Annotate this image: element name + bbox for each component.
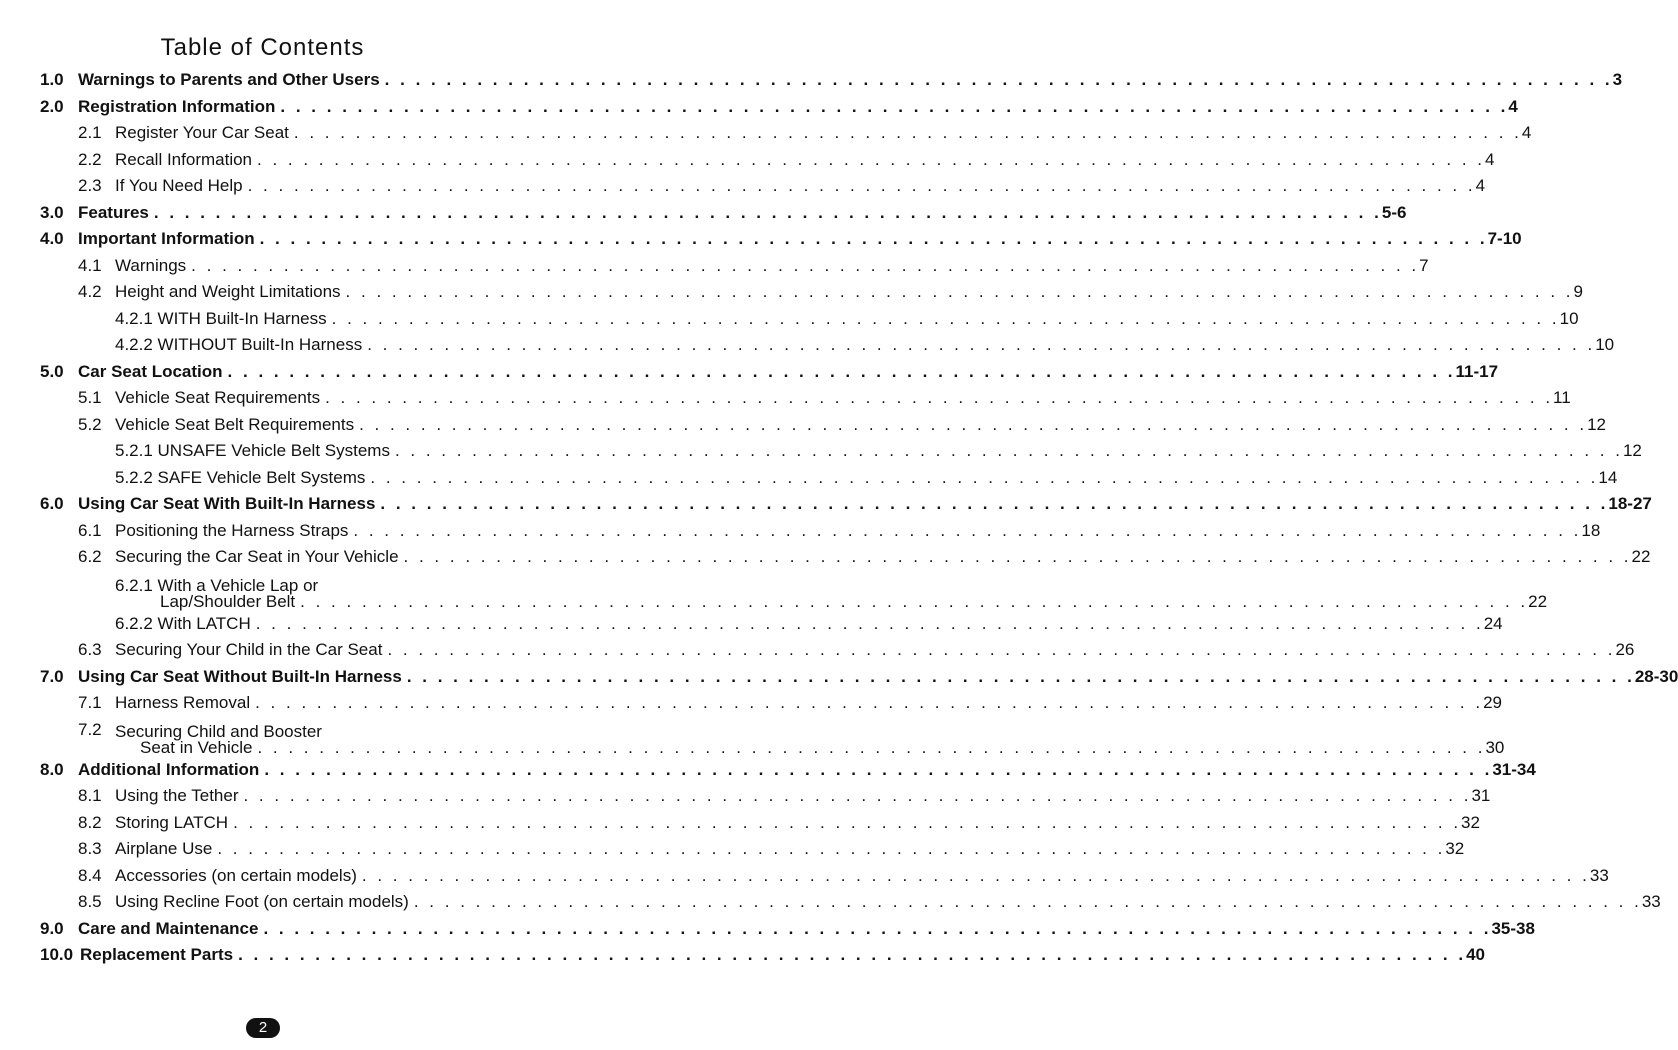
dot-leader: . . . . . . . . . . . . . . . . . . . . . . . . . . . . . . . . . . . . . . . . . . . . . . . . . . . . . . . . . . . . . . . . . . . . . . . . . . . . . . . . (361, 865, 1590, 885)
toc-entry-label: Replacement Parts (80, 945, 234, 964)
toc-entry-label: Harness Removal (115, 693, 251, 712)
toc-entry-label: Securing the Car Seat in Your Vehicle (115, 547, 399, 566)
dot-leader: . . . . . . . . . . . . . . . . . . . . . . . . . . . . . . . . . . . . . . . . . . . . . . . . . . . . . . . . . . . . . . . . . . . . . . . . . . . . . . . . (367, 335, 1596, 354)
toc-entry (0, 253, 1429, 279)
toc-entry (0, 942, 1485, 968)
dot-leader: . . . . . . . . . . . . . . . . . . . . . . . . . . . . . . . . . . . . . . . . . . . . . . . . . . . . . . . . . . . . . . . . . . . . . . . . . . . . . . . . (370, 467, 1599, 487)
toc-entry-label: Registration Information (78, 96, 276, 116)
toc-entry-label: Warnings to Parents and Other Users (78, 70, 380, 89)
toc-entry-label: Accessories (on certain models) (115, 865, 357, 885)
toc-entry-number: 2.1 (78, 123, 102, 142)
toc-entry-page: 4 (1521, 123, 1532, 142)
toc-entry-label: 5.2.1 UNSAFE Vehicle Belt Systems (115, 441, 390, 460)
toc-entry-page: 7 (1419, 255, 1429, 275)
toc-entry-page: 4 (1508, 96, 1518, 116)
toc-entry-number: 5.2 (78, 414, 102, 434)
toc-entry (0, 810, 1480, 836)
toc-entry-label: Positioning the Harness Straps (115, 520, 349, 540)
page-number-badge: 2 (246, 1018, 280, 1038)
toc-entry (0, 412, 1606, 438)
toc-entry (0, 226, 1522, 252)
toc-entry-page: 18-27 (1608, 494, 1652, 513)
toc-entry-page: 11-17 (1455, 361, 1499, 381)
toc-entry-number: 8.4 (78, 865, 102, 885)
dot-leader: . . . . . . . . . . . . . . . . . . . . . . . . . . . . . . . . . . . . . . . . . . . . . . . . . . . . . . . . . . . . . . . . . . . . . . . . . . . . . . . . (233, 812, 1462, 832)
dot-leader: . . . . . . . . . . . . . . . . . . . . . . . . . . . . . . . . . . . . . . . . . . . . . . . . . . . . . . . . . . . . . . . . . . . . . . . . . . . . . . . . (238, 945, 1467, 964)
toc-entry-page: 33 (1641, 892, 1661, 911)
dot-leader: . . . . . . . . . . . . . . . . . . . . . . . . . . . . . . . . . . . . . . . . . . . . . . . . . . . . . . . . . . . . . . . . . . . . . . . . . . . . . . . . (255, 613, 1484, 633)
toc-entry-label: Securing Your Child in the Car Seat (115, 640, 383, 659)
toc-entry-page: 12 (1587, 414, 1606, 434)
toc-entry-page: 11 (1553, 388, 1571, 407)
toc-entry-page: 33 (1589, 865, 1609, 885)
dot-leader: . . . . . . . . . . . . . . . . . . . . . . . . . . . . . . . . . . . . . . . . . . . . . . . . . . . . . . . . . . . . . . . . . . . . . . . . . . . . . . . . (387, 640, 1616, 659)
toc-entry (0, 783, 1491, 809)
toc-entry-label-continued: Seat in Vehicle (140, 737, 253, 757)
dot-leader: . . . . . . . . . . . . . . . . . . . . . . . . . . . . . . . . . . . . . . . . . . . . . . . . . . . . . . . . . . . . . . . . . . . . . . . . . . . . . . . . (384, 70, 1613, 89)
toc-entry (0, 438, 1642, 464)
toc-entry-number: 6.0 (40, 494, 64, 513)
toc-entry-label: Height and Weight Limitations (115, 282, 341, 301)
toc-entry-page: 40 (1466, 945, 1485, 964)
dot-leader: . . . . . . . . . . . . . . . . . . . . . . . . . . . . . . . . . . . . . . . . . . . . . . . . . . . . . . . . . . . . . . . . . . . . . . . . . . . . . . . . (353, 520, 1582, 540)
toc-entry (0, 637, 1635, 663)
toc-entry-label: Register Your Car Seat (115, 123, 289, 142)
toc-entry-label: Using Car Seat Without Built-In Harness (78, 666, 402, 686)
toc-entry-number: 6.3 (78, 640, 102, 659)
toc-entry-number: 2.2 (78, 149, 102, 169)
dot-leader: . . . . . . . . . . . . . . . . . . . . . . . . . . . . . . . . . . . . . . . . . . . . . . . . . . . . . . . . . . . . . . . . . . . . . . . . . . . . . . . . (264, 759, 1493, 779)
toc-entry-page: 7-10 (1487, 229, 1522, 248)
toc-entry-label: 4.2.2 WITHOUT Built-In Harness (115, 335, 363, 354)
toc-entry-label: If You Need Help (115, 176, 243, 195)
toc-entry-label: Using Recline Foot (on certain models) (115, 892, 409, 911)
toc-entry-label: Additional Information (78, 759, 260, 779)
toc-entry-number: 4.2 (78, 282, 102, 301)
toc-entry-page: 4 (1485, 149, 1495, 169)
toc-entry-number: 7.0 (40, 666, 64, 686)
dot-leader: . . . . . . . . . . . . . . . . . . . . . . . . . . . . . . . . . . . . . . . . . . . . . . . . . . . . . . . . . . . . . . . . . . . . . . . . . . . . . . . . (331, 308, 1560, 328)
dot-leader: . . . . . . . . . . . . . . . . . . . . . . . . . . . . . . . . . . . . . . . . . . . . . . . . . . . . . . . . . . . . . . . . . . . . . . . . . . . . . . . . (359, 414, 1588, 434)
toc-entry-page: 10 (1595, 335, 1615, 354)
toc-entry-number: 9.0 (40, 918, 64, 938)
toc-entry-label: Vehicle Seat Belt Requirements (115, 414, 355, 434)
toc-entry-number: 2.0 (40, 96, 64, 116)
dot-leader: . . . . . . . . . . . . . . . . . . . . . . . . . . . . . . . . . . . . . . . . . . . . . . . . . . . . . . . . . . . . . . . . . . . . . . . . . . . . . . . . (406, 666, 1635, 686)
dot-leader: . . . . . . . . . . . . . . . . . . . . . . . . . . . . . . . . . . . . . . . . . . . . . . . . . . . . . . . . . . . . . . . . . . . . . . . . . . . . . . . . (247, 176, 1476, 195)
toc-entry-page: 3 (1612, 70, 1623, 89)
toc-entry (0, 571, 1548, 611)
toc-entry-label: 4.2.1 WITH Built-In Harness (115, 308, 327, 328)
toc-entry-number: 1.0 (40, 70, 64, 89)
dot-leader: . . . . . . . . . . . . . . . . . . . . . . . . . . . . . . . . . . . . . . . . . . . . . . . . . . . . . . . . . . . . . . . . . . . . . . . . . . . . . . . . (325, 388, 1554, 407)
toc-entry (0, 690, 1503, 716)
toc-entry-number: 4.0 (40, 229, 64, 248)
toc-entry-page: 22 (1631, 547, 1651, 566)
toc-entry (0, 94, 1518, 120)
dot-leader: . . . . . . . . . . . . . . . . . . . . . . . . . . . . . . . . . . . . . . . . . . . . . . . . . . . . . . . . . . . . . . . . . . . . . . . . . . . . . . . . (217, 839, 1446, 858)
toc-entry (0, 120, 1532, 146)
toc-entry-number: 8.3 (78, 839, 102, 858)
toc-entry (0, 147, 1495, 173)
dot-leader: . . . . . . . . . . . . . . . . . . . . . . . . . . . . . . . . . . . . . . . . . . . . . . . . . . . . . . . . . . . . . . . . . . . . . . . . . . . . . . . . (394, 441, 1623, 460)
toc-entry-number: 3.0 (40, 202, 64, 222)
toc-entry (0, 916, 1535, 942)
toc-entry-label: Using the Tether (115, 786, 239, 805)
toc-entry-label: Car Seat Location (78, 361, 223, 381)
dot-leader: . . . . . . . . . . . . . . . . . . . . . . . . . . . . . . . . . . . . . . . . . . . . . . . . . . . . . . . . . . . . . . . . . . . . . . . . . . . . . . . . (300, 591, 1529, 611)
toc-entry-page: 26 (1615, 640, 1635, 659)
toc-entry (0, 332, 1615, 358)
toc-entry (0, 306, 1579, 332)
toc-entry (0, 717, 1505, 757)
dot-leader: . . . . . . . . . . . . . . . . . . . . . . . . . . . . . . . . . . . . . . . . . . . . . . . . . . . . . . . . . . . . . . . . . . . . . . . . . . . . . . . . (259, 229, 1488, 248)
toc-entry-number: 8.1 (78, 786, 102, 805)
toc-entry (0, 67, 1623, 93)
toc-entry-number: 6.1 (78, 520, 102, 540)
toc-entry-number: 8.0 (40, 759, 64, 779)
toc-entry-number: 4.1 (78, 255, 102, 275)
dot-leader: . . . . . . . . . . . . . . . . . . . . . . . . . . . . . . . . . . . . . . . . . . . . . . . . . . . . . . . . . . . . . . . . . . . . . . . . . . . . . . . . (403, 547, 1632, 566)
toc-entry-label: Using Car Seat With Built-In Harness (78, 494, 376, 513)
toc-entry-label: 6.2.2 With LATCH (115, 613, 251, 633)
toc-entry-page: 24 (1483, 613, 1503, 633)
toc-entry (0, 385, 1571, 411)
toc-entry (0, 863, 1609, 889)
toc-entry-label: Storing LATCH (115, 812, 229, 832)
dot-leader: . . . . . . . . . . . . . . . . . . . . . . . . . . . . . . . . . . . . . . . . . . . . . . . . . . . . . . . . . . . . . . . . . . . . . . . . . . . . . . . . (243, 786, 1472, 805)
toc-entry-page: 10 (1559, 308, 1579, 328)
toc-entry (0, 465, 1618, 491)
toc-entry-page: 29 (1483, 693, 1503, 712)
toc-entry-page: 9 (1573, 282, 1583, 301)
toc-entry-number: 5.1 (78, 388, 102, 407)
toc-entry (0, 757, 1536, 783)
toc-entry-page: 32 (1461, 812, 1480, 832)
toc-entry-page: 22 (1528, 591, 1548, 611)
dot-leader: . . . . . . . . . . . . . . . . . . . . . . . . . . . . . . . . . . . . . . . . . . . . . . . . . . . . . . . . . . . . . . . . . . . . . . . . . . . . . . . . (413, 892, 1642, 911)
toc-entry-label: 5.2.2 SAFE Vehicle Belt Systems (115, 467, 366, 487)
dot-leader: . . . . . . . . . . . . . . . . . . . . . . . . . . . . . . . . . . . . . . . . . . . . . . . . . . . . . . . . . . . . . . . . . . . . . . . . . . . . . . . . (263, 918, 1492, 938)
toc-entry (0, 889, 1661, 915)
toc-entry-page: 28-30 (1634, 666, 1678, 686)
toc-entry-label: Vehicle Seat Requirements (115, 388, 321, 407)
dot-leader: . . . . . . . . . . . . . . . . . . . . . . . . . . . . . . . . . . . . . . . . . . . . . . . . . . . . . . . . . . . . . . . . . . . . . . . . . . . . . . . . (227, 361, 1456, 381)
toc-entry-label: Features (78, 202, 149, 222)
dot-leader: . . . . . . . . . . . . . . . . . . . . . . . . . . . . . . . . . . . . . . . . . . . . . . . . . . . . . . . . . . . . . . . . . . . . . . . . . . . . . . . . (380, 494, 1609, 513)
toc-entry-label-continued: Lap/Shoulder Belt (160, 591, 296, 611)
toc-entry-number: 7.2 (78, 719, 102, 739)
toc-entry-number: 5.0 (40, 361, 64, 381)
toc-entry-number: 10.0 (40, 945, 74, 964)
dot-leader: . . . . . . . . . . . . . . . . . . . . . . . . . . . . . . . . . . . . . . . . . . . . . . . . . . . . . . . . . . . . . . . . . . . . . . . . . . . . . . . . (255, 693, 1484, 712)
toc-entry-label: Airplane Use (115, 839, 213, 858)
dot-leader: . . . . . . . . . . . . . . . . . . . . . . . . . . . . . . . . . . . . . . . . . . . . . . . . . . . . . . . . . . . . . . . . . . . . . . . . . . . . . . . . (293, 123, 1522, 142)
toc-entry-page: 35-38 (1491, 918, 1535, 938)
toc-entry (0, 279, 1583, 305)
toc-entry-page: 31-34 (1492, 759, 1536, 779)
toc-entry (0, 491, 1652, 517)
toc-entry (0, 544, 1651, 570)
toc-entry (0, 200, 1407, 226)
toc-entry-label: Care and Maintenance (78, 918, 259, 938)
toc-entry-label: Recall Information (115, 149, 253, 169)
toc-entry (0, 664, 1678, 690)
toc-entry-number: 8.5 (78, 892, 102, 911)
toc-entry-page: 14 (1598, 467, 1618, 487)
toc-entry-label: Warnings (115, 255, 187, 275)
toc-entry (0, 836, 1465, 862)
toc-entry-page: 18 (1581, 520, 1601, 540)
toc-entry-number: 2.3 (78, 176, 102, 195)
toc-entry-label: Securing Child and Booster (115, 721, 322, 741)
toc-entry-label: Important Information (78, 229, 255, 248)
toc-entry-page: 4 (1475, 176, 1486, 195)
toc-entry-label: 6.2.1 With a Vehicle Lap or (115, 575, 319, 595)
toc-entry (0, 518, 1601, 544)
toc-entry-number: 6.2 (78, 547, 102, 566)
dot-leader: . . . . . . . . . . . . . . . . . . . . . . . . . . . . . . . . . . . . . . . . . . . . . . . . . . . . . . . . . . . . . . . . . . . . . . . . . . . . . . . . (257, 737, 1486, 757)
dot-leader: . . . . . . . . . . . . . . . . . . . . . . . . . . . . . . . . . . . . . . . . . . . . . . . . . . . . . . . . . . . . . . . . . . . . . . . . . . . . . . . . (280, 96, 1509, 116)
dot-leader: . . . . . . . . . . . . . . . . . . . . . . . . . . . . . . . . . . . . . . . . . . . . . . . . . . . . . . . . . . . . . . . . . . . . . . . . . . . . . . . . (153, 202, 1382, 222)
toc-entry (0, 173, 1486, 199)
toc-entry-number: 8.2 (78, 812, 102, 832)
toc-entry-page: 5-6 (1381, 202, 1407, 222)
toc-entry-page: 31 (1471, 786, 1491, 805)
dot-leader: . . . . . . . . . . . . . . . . . . . . . . . . . . . . . . . . . . . . . . . . . . . . . . . . . . . . . . . . . . . . . . . . . . . . . . . . . . . . . . . . (345, 282, 1574, 301)
toc-entry-number: 7.1 (78, 693, 102, 712)
toc-entry (0, 611, 1503, 637)
toc-entry-page: 12 (1622, 441, 1642, 460)
dot-leader: . . . . . . . . . . . . . . . . . . . . . . . . . . . . . . . . . . . . . . . . . . . . . . . . . . . . . . . . . . . . . . . . . . . . . . . . . . . . . . . . (191, 255, 1420, 275)
toc-entry-page: 32 (1445, 839, 1465, 858)
dot-leader: . . . . . . . . . . . . . . . . . . . . . . . . . . . . . . . . . . . . . . . . . . . . . . . . . . . . . . . . . . . . . . . . . . . . . . . . . . . . . . . . (257, 149, 1485, 169)
toc-entry (0, 359, 1499, 385)
page-title: Table of Contents (160, 34, 365, 61)
toc-entry-page: 30 (1485, 737, 1505, 757)
